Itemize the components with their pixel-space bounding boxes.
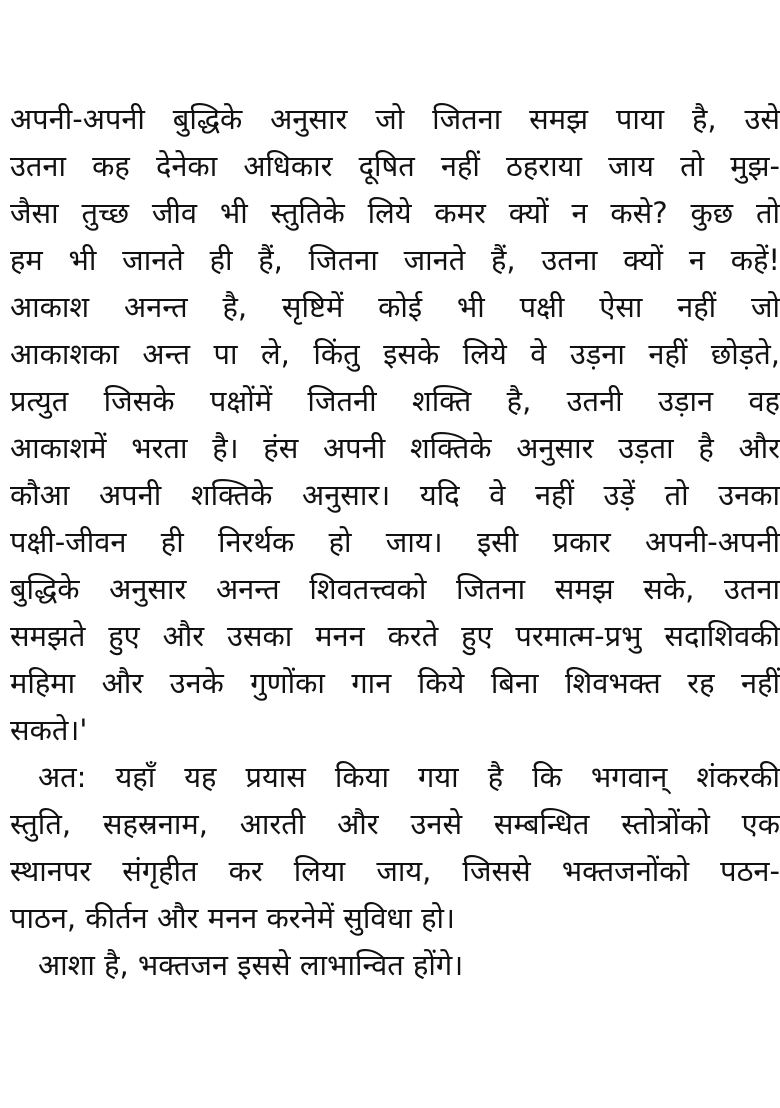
text-line: आकाश अनन्त है, सृष्टिमें कोई भी पक्षी ऐसा नहीं जो [10,290,780,324]
text-line: स्तुति, सहस्रनाम, आरती और उनसे सम्बन्धित स्तोत्रोंको एक [10,807,780,841]
text-line: हम भी जानते ही हैं, जितना जानते हैं, उतना क्यों न कहें! [10,243,780,277]
text-line: आकाशका अन्त पा ले, किंतु इसके लिये वे उड़ना नहीं छोड़ते, [10,337,780,371]
text-line: सकते।' [10,713,88,747]
text-line: महिमा और उनके गुणोंका गान किये बिना शिवभक्त रह नहीं [10,666,780,700]
text-line: कौआ अपनी शक्तिके अनुसार। यदि वे नहीं उड़ें तो उनका [10,478,780,512]
text-line: समझते हुए और उसका मनन करते हुए परमात्म-प्रभु सदाशिवकी [10,619,780,653]
text-line: स्थानपर संगृहीत कर लिया जाय, जिससे भक्तजनोंको पठन- [10,854,780,888]
text-line: उतना कह देनेका अधिकार दूषित नहीं ठहराया जाय तो मुझ- [10,149,780,183]
paragraph-3 [10,942,780,989]
text-line: प्रत्युत जिसके पक्षोंमें जितनी शक्ति है, उतनी उड़ान वह [10,384,780,418]
text-line: अत: यहाँ यह प्रयास किया गया है कि भगवान् शंकरकी [38,760,780,794]
paragraph-2 [10,754,780,942]
document-page [10,96,780,989]
text-line: अपनी-अपनी बुद्धिके अनुसार जो जितना समझ पाया है, उसे [10,102,780,136]
text-line: आशा है, भक्तजन इससे लाभान्वित होंगे। [38,948,464,982]
text-line: आकाशमें भरता है। हंस अपनी शक्तिके अनुसार उड़ता है और [10,431,780,465]
text-line: बुद्धिके अनुसार अनन्त शिवतत्त्वको जितना समझ सके, उतना [10,572,780,606]
text-line: पाठन, कीर्तन और मनन करनेमें सुविधा हो। [10,901,455,935]
text-line: पक्षी-जीवन ही निरर्थक हो जाय। इसी प्रकार अपनी-अपनी [10,525,780,559]
paragraph-1 [10,96,780,754]
text-line: जैसा तुच्छ जीव भी स्तुतिके लिये कमर क्यों न कसे? कुछ तो [10,196,780,230]
